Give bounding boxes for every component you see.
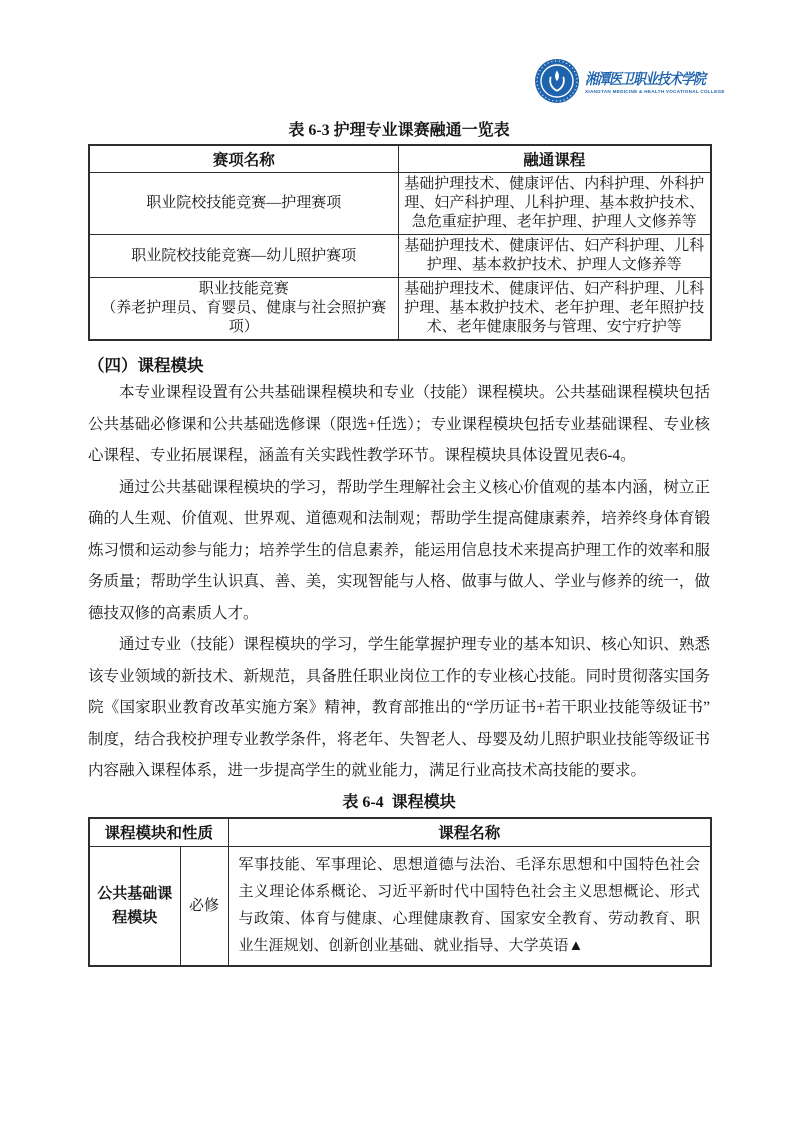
paragraph-2: 通过公共基础课程模块的学习，帮助学生理解社会主义核心价值观的基本内涵，树立正确的人生观、价值观、世界观、道德观和法制观；帮助学生提高健康素养，培养终身体育锻炼习惯和运动参与能力；培养学生的信息素养，能运用信息技术来提高护理工作的效率和服务质量；帮助学生认识真、善、美，实现智能与人格、做事与做人、学业与修养的统一，做德技双修的高素质人才。: [88, 478, 710, 622]
paragraph-3: 通过专业（技能）课程模块的学习，学生能掌握护理专业的基本知识、核心知识、熟悉该专业领域的新技术、新规范，具备胜任职业岗位工作的专业核心技能。同时贯彻落实国务院《国家职业教育改革实施方案》精神，教育部推出的“学历证书+若干职业技能等级证书”制度，结合我校护理专业教学条件，将老年、失智老人、母婴及幼儿照护职业技能等级证书内容融入课程体系，进一步提高学生的就业能力，满足行业高技术高技能的要求。: [88, 636, 710, 779]
competition-name-cell: 职业院校技能竞赛—护理赛项: [89, 173, 398, 235]
courses-cell: 基础护理技术、健康评估、妇产科护理、儿科护理、基本救护技术、老年护理、老年照护技术、老年健康服务与管理、安宁疗护等: [398, 278, 711, 341]
paragraph-1: 本专业课程设置有公共基础课程模块和专业（技能）课程模块。公共基础课程模块包括公共基础必修课和公共基础选修课（限选+任选）；专业课程模块包括专业基础课程、专业核心课程、专业拓展课程，涵盖有关实践性教学环节。课程模块具体设置见表6-4。: [88, 384, 710, 464]
document-content: [88, 0, 710, 967]
courses-cell: 基础护理技术、健康评估、妇产科护理、儿科护理、基本救护技术、护理人文修养等: [398, 235, 711, 278]
table-row: [89, 847, 711, 967]
section-heading: （四）课程模块: [88, 357, 204, 375]
header-competition-name: 赛项名称: [89, 145, 398, 173]
header-module-and-type: 课程模块和性质: [89, 818, 228, 847]
table-6-4-title: 表 6-4 课程模块: [342, 793, 456, 811]
courses-cell: 军事技能、军事理论、思想道德与法治、毛泽东思想和中国特色社会主义理论体系概论、习近平新时代中国特色社会主义思想概论、形式与政策、体育与健康、心理健康教育、国家安全教育、劳动教育、职业生涯规划、创新创业基础、就业指导、大学英语▲: [228, 847, 711, 967]
competition-name-line2: （养老护理员、育婴员、健康与社会照护赛项）: [101, 300, 387, 335]
table-row: [89, 278, 711, 341]
table-row: [89, 173, 711, 235]
table-6-3-header-row: [89, 145, 711, 173]
competition-name-cell: 职业院校技能竞赛—幼儿照护赛项: [89, 235, 398, 278]
table-6-3: [88, 144, 712, 341]
module-cell: 公共基础课程模块: [89, 847, 180, 967]
header-course-name: 课程名称: [228, 818, 711, 847]
table-6-4-header-row: [89, 818, 711, 847]
header-integrated-courses: 融通课程: [398, 145, 711, 173]
college-name-en: XIANGTAN MEDICINE & HEALTH VOCATIONAL COLLEGE: [585, 89, 725, 94]
college-name-zh: 湘潭医卫职业技术学院: [585, 70, 706, 88]
competition-name-line1: 职业技能竞赛: [198, 281, 289, 297]
courses-cell: 基础护理技术、健康评估、内科护理、外科护理、妇产科护理、儿科护理、基本救护技术、急危重症护理、老年护理、护理人文修养等: [398, 173, 711, 235]
table-6-4: [88, 817, 712, 968]
course-type-cell: 必修: [180, 847, 228, 967]
table-row: [89, 235, 711, 278]
table-6-3-title: 表 6-3 护理专业课赛融通一览表: [288, 122, 510, 139]
competition-name-cell: [89, 278, 398, 341]
